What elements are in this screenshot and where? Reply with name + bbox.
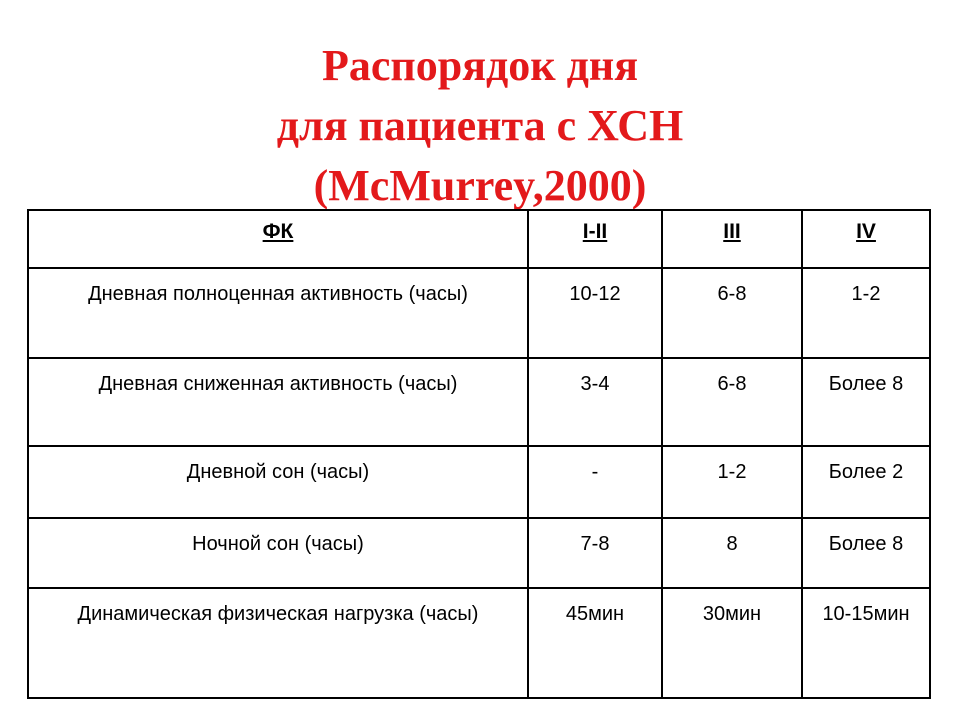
row-label: Дневная сниженная активность (часы)	[28, 358, 528, 446]
title-line-1: Распорядок дня	[321, 41, 639, 90]
header-class-3: III	[662, 210, 802, 268]
slide-title	[0, 36, 960, 216]
title-line-3: (McMurrey,2000)	[313, 161, 647, 210]
cell-value: 3-4	[528, 358, 662, 446]
row-label: Дневная полноценная активность (часы)	[28, 268, 528, 358]
cell-value: 1-2	[802, 268, 930, 358]
cell-value: Более 2	[802, 446, 930, 518]
schedule-table	[27, 209, 931, 699]
row-label: Дневной сон (часы)	[28, 446, 528, 518]
row-label: Динамическая физическая нагрузка (часы)	[28, 588, 528, 698]
header-fk: ФК	[28, 210, 528, 268]
table-row	[28, 446, 930, 518]
cell-value: 6-8	[662, 268, 802, 358]
cell-value: 7-8	[528, 518, 662, 588]
cell-value: 45мин	[528, 588, 662, 698]
title-line-2: для пациента с ХСН	[276, 101, 684, 150]
cell-value: 10-12	[528, 268, 662, 358]
cell-value: -	[528, 446, 662, 518]
table-row	[28, 268, 930, 358]
table-header-row	[28, 210, 930, 268]
table-row	[28, 358, 930, 446]
cell-value: 1-2	[662, 446, 802, 518]
row-label: Ночной сон (часы)	[28, 518, 528, 588]
table-row	[28, 588, 930, 698]
cell-value: Более 8	[802, 358, 930, 446]
cell-value: 8	[662, 518, 802, 588]
cell-value: 30мин	[662, 588, 802, 698]
cell-value: 10-15мин	[802, 588, 930, 698]
table-row	[28, 518, 930, 588]
cell-value: 6-8	[662, 358, 802, 446]
cell-value: Более 8	[802, 518, 930, 588]
header-class-4: IV	[802, 210, 930, 268]
header-class-1-2: I-II	[528, 210, 662, 268]
